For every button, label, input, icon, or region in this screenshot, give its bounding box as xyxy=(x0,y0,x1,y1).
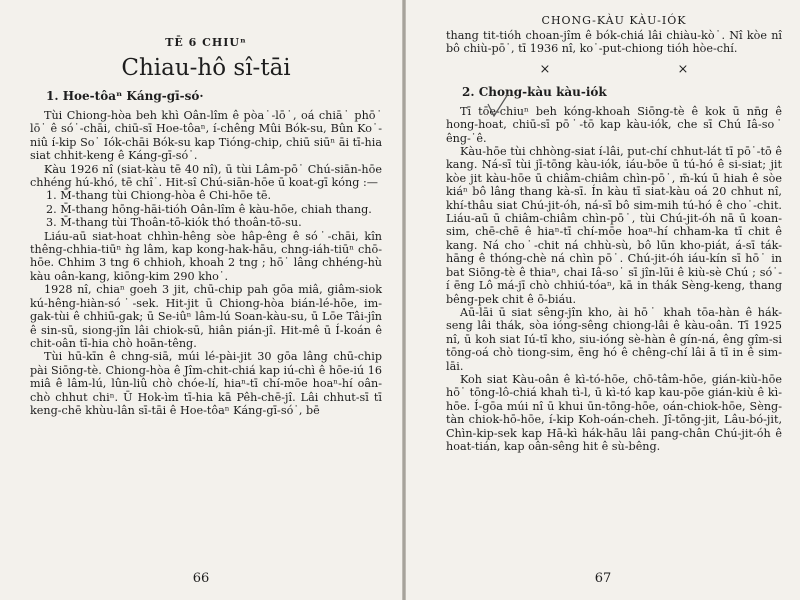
section-divider xyxy=(476,62,752,77)
paragraph: Tùi Chiong-hòa beh khì Oân-lîm ê pòa˙-lō˙, oá chiā˙ phō˙ lō˙ ê só˙-chāi, chiū-sī Hoe-tôaⁿ, í-chêng Mûi Bók-su, Bûn Ko˙-niû í-kip So˙ Iók-chāi Bók-su kap Tióng-chip, chiū siūⁿ āi tī-hia siat chhit-keng ê Káng-gī-só˙. xyxy=(30,109,382,163)
list-item: 2. M̄-thang hōng-hāi-tióh Oân-lîm ê kàu-hōe, chiah thang. xyxy=(46,202,372,216)
paragraph: thang tit-tióh choan-jîm ê bók-chiá lâi chiàu-kò˙. Nî kòe nî bô chiù-pō˙, tī 1936 nî, ko˙-put-chiong tióh hòe-chí. xyxy=(446,29,782,56)
paragraph: Tùi hū-kīn ê chng-siā, múi lé-pài-jit 30 gōa lâng chū-chip pài Siōng-tè. Chiong-hòa ê Jîm-chit-chiá kap iú-chì ê hōe-iú 16 miâ ê lâm-lú, lûn-liû chò chóe-lí, hiaⁿ-tī chí-mōe hoaⁿ-hí oân-chò chhut chiⁿ. Ū Hok-ìm tī-hia kā Pêh-chē-jî. Lâi chhut-sī tī keng-chē khùu-lân sī-tāi ê Hoe-tôaⁿ Káng-gī-só˙, bē xyxy=(30,350,382,417)
page-number: 66 xyxy=(192,571,210,586)
paragraph: Kàu-hōe tùi chhòng-siat í-lâi, put-chí chhut-lát tī pō˙-tō ê kang. Ná-sī tùi jī-tōng kàu-iók, iáu-bōe ū tú-hó ê si-siat; jit kòe jit kàu-hōe ū chiâm-chiâm chìn-pō˙, m̄-kú ū hiah ê sòe kiáⁿ bô lâng thang kà-sī. Ín kàu tī siat-kàu oá 20 chhut nî, khí-thâu siat Chú-jit-óh, ná-sī bô sim-mih tú-hó ê cho˙-chit. Liáu-aū ū chiâm-chiâm chìn-pō˙, tùi Chú-jit-óh nā ū koan-sim, chē-chē ê hiaⁿ-tī chí-mōe hoaⁿ-hí chham-ka tī chit ê kang. Ná cho˙-chit ná chhù-sù, bô lūn kho-piát, á-sī ták-hāng ê thóng-chè ná chìn pō˙. Chú-jit-óh iáu-kín sī hō˙ in bat Siōng-tè ê thiaⁿ, chai Iâ-so˙ sī jîn-lūi ê kiù-sè Chú ; só˙-í ēng Lô má-jī chò chhiú-tóaⁿ, kā in thák Sèng-keng, thang bêng-pek chit ê ō-biáu. xyxy=(446,145,782,306)
paragraph: Koh siat Kàu-oân ê kì-tó-hōe, chō-tâm-hōe, gián-kiù-hōe hō˙ tōng-lô-chiá khah tì-l, ū kì-tó kap kau-pōe gián-kiù ê kì-hōe. Í-gōa múi nî ū khui ūn-tōng-hōe, oán-chiok-hōe, Sèng-tàn chiok-hō-hōe, í-kip Koh-oán-cheh. Jî-tōng-jit, Lâu-bó-jit, Chìn-kip-sek kap Hā-kì hák-hāu lâi pang-chân Chú-jit-óh ê hoat-tián, kap oân-sêng hit ê sù-bêng. xyxy=(446,372,782,453)
list-item: 3. M̄-thang tùi Thoân-tō-kiók thó thoân-tō-su. xyxy=(46,216,302,230)
list-item: 1. M̄-thang tùi Chiong-hòa ê Chi-hōe tē. xyxy=(46,189,272,203)
divider-mark: × xyxy=(539,61,551,77)
paragraph: Tī tōe-chiuⁿ beh kóng-khoah Siōng-tè ê kok ū nn̄g ê hong-hoat, chiū-sī pō˙-tō kap kàu-iók, che sī Chú Iâ-so˙ êng-˙ê. xyxy=(446,104,782,145)
paragraph: Kàu 1926 nî (siat-kàu tē 40 nî), ū tùi Lâm-pō˙ Chú-siān-hōe chhéng hú-khó, tē chî˙. Hit-sî Chú-siān-hōe ū koat-gī kóng :— xyxy=(30,162,382,190)
paragraph: Aū-lāi ū siat sêng-jîn kho, ài hō˙ khah tōa-hàn ê hák-seng lâi thák, sòa ióng-sêng chiong-lâi ê kàu-oân. Tī 1925 nî, ū koh siat Iú-tī kho, siu-ióng sè-hàn ê gín-ná, êng gîm-si tōng-oá chò tiong-sim, ēng hó ê chêng-chí lâi ā tī in ê sim-lāi. xyxy=(446,305,782,373)
chapter-heading: TĒ 6 CHIUⁿ xyxy=(165,36,247,49)
divider-mark: × xyxy=(677,61,689,77)
section-heading-2: 2. Chong-kàu kàu-iók xyxy=(462,84,607,99)
page-number: 67 xyxy=(594,571,612,586)
page-title: Chiau-hô sî-tāi xyxy=(121,55,291,81)
paragraph: Liáu-aū siat-hoat chhìn-hêng sòe hâp-êng ê só˙-chāi, kîn thêng-chhia-tiūⁿ ǹg lâm, kap kong-hak-hāu, chng-iáh-tiūⁿ chō-hōe. Chhim 3 tng 6 chhioh, khoah 2 tng ; hō˙ lâng chhéng-hù kàu oân-kang, kiōng-kim 290 kho˙. xyxy=(30,229,382,283)
right-page xyxy=(406,0,800,600)
running-header: CHONG-KÀU KÀU-IÓK xyxy=(541,14,687,27)
section-heading-1: 1. Hoe-tôaⁿ Káng-gī-só· xyxy=(46,89,204,103)
paragraph: 1928 nî, chiaⁿ goeh 3 jit, chū-chip pah gōa miâ, giâm-siok kú-hêng-hiàn-só˙-sek. Hit-jit ū Chiong-hòa bián-lé-hōe, im-gak-tùi ê chhiū-gak; ū Se-iûⁿ lâm-lú Soan-kàu-su, ū Lōe Tâi-jîn ê sin-sū, siong-jîn lâi chiok-sū, hiân pián-jî. Hit-mê ū Í-koán ê chit-oân tī-hia chò hoān-têng. xyxy=(30,283,382,350)
pencil-checkmark-icon xyxy=(486,92,510,120)
